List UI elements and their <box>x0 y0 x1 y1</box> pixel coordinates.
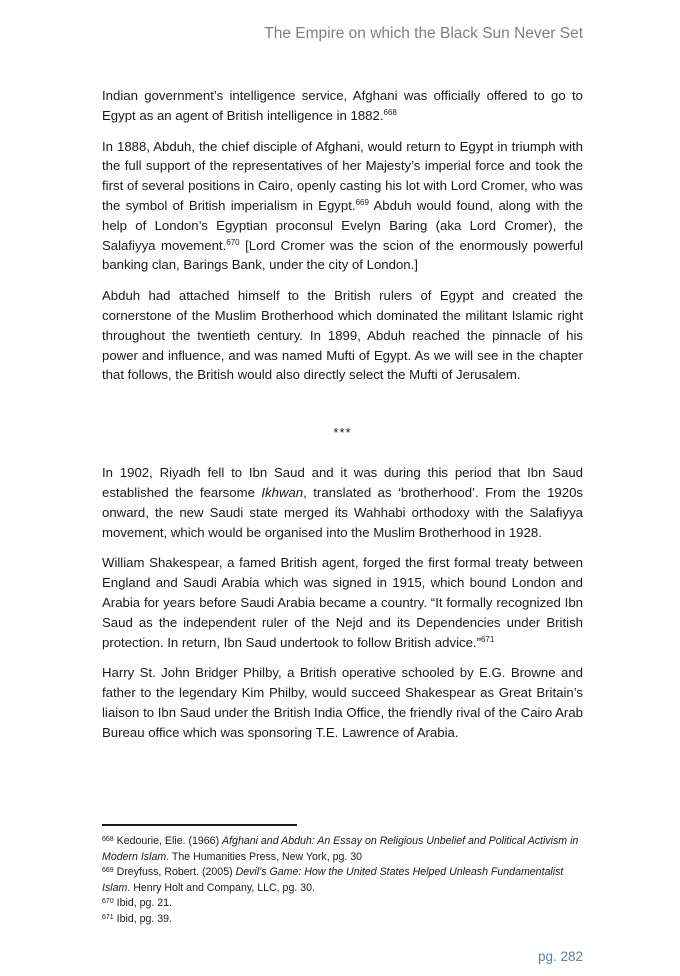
paragraph-text: In 1902, Riyadh fell to Ibn Saud and it was during this period that Ibn Saud established the fearsome <box>102 465 583 500</box>
footnote-text: . The Humanities Press, New York, pg. 30 <box>166 850 363 863</box>
body-text <box>102 86 583 754</box>
page-number: pg. 282 <box>537 949 583 964</box>
footnote-text: Ibid, pg. 39. <box>113 912 172 925</box>
section-separator: *** <box>333 425 352 441</box>
italic-term: Ikhwan <box>261 484 304 500</box>
footnote-number: 670 <box>102 898 114 905</box>
paragraph-6 <box>102 663 583 742</box>
paragraph-5 <box>102 553 583 652</box>
footnote-text: . Henry Holt and Company, LLC, pg. 30. <box>127 881 315 894</box>
footnote-671 <box>102 912 583 928</box>
footnote-ref[interactable]: 670 <box>226 237 240 247</box>
footnote-divider <box>102 824 297 826</box>
paragraph-text: William Shakespear, a famed British agent, forged the first formal treaty between England and Saudi Arabia which was signed in 1915, which bound London and Arabia for years before Saudi Arabia became a country. “It formally recognized Ibn Saud as the independent ruler of the Nejd and its Dependencies under British protection. In return, Ibn Saud undertook to follow British advice.” <box>102 555 583 650</box>
footnote-title: Afghani and Abduh: An Essay on Religious Unbelief and Political Activism in Modern Islam <box>102 835 579 863</box>
footnotes <box>102 834 583 927</box>
footnote-number: 668 <box>102 836 114 843</box>
footnote-ref[interactable]: 668 <box>383 107 397 117</box>
paragraph-text: [Lord Cromer was the scion of the enormously powerful banking clan, Barings Bank, under the city of London.] <box>102 237 584 273</box>
paragraph-text: Indian government’s intelligence service, Afghani was officially offered to go to Egypt as an agent of British intelligence in 1882. <box>102 88 583 123</box>
footnote-ref[interactable]: 669 <box>355 197 369 207</box>
paragraph-1 <box>102 86 583 126</box>
footnote-669 <box>102 865 583 896</box>
running-header: The Empire on which the Black Sun Never Set <box>264 25 583 42</box>
paragraph-text: Abduh had attached himself to the British rulers of Egypt and created the cornerstone of the Muslim Brotherhood which dominated the militant Islamic right throughout the twentieth century. In 1899, Abduh reached the pinnacle of his power and influence, and was named Mufti of Egypt. As we will see in the chapter that follows, the British would also directly select the Mufti of Jerusalem. <box>102 288 583 383</box>
footnote-number: 669 <box>102 867 114 874</box>
footnote-text: Dreyfuss, Robert. (2005) <box>113 866 236 878</box>
paragraph-text: In 1888, Abduh, the chief disciple of Afghani, would return to Egypt in triumph with the full support of the representatives of her Majesty’s imperial force and took the first of several positions in Cairo, openly casting his lot with Lord Cromer, who was the symbol of British imperialism in Egypt. <box>102 138 583 213</box>
footnote-668 <box>102 834 583 865</box>
footnote-number: 671 <box>102 913 114 921</box>
footnote-text: Ibid, pg. 21. <box>113 897 172 909</box>
footnote-title: Devil’s Game: How the United States Helped Unleash Fundamentalist Islam <box>102 866 564 894</box>
footnote-text: Kedourie, Elie. (1966) <box>113 835 223 847</box>
paragraph-text: , translated as ‘brotherhood’. From the 1920s onward, the new Saudi state merged its Wahhabi orthodoxy with the Salafiyya movement, which would be organised into the Muslim Brotherhood in 1928. <box>102 484 583 540</box>
footnote-670 <box>102 896 583 912</box>
paragraph-text: Harry St. John Bridger Philby, a British operative schooled by E.G. Browne and father to the legendary Kim Philby, would succeed Shakespear as Great Britain’s liaison to Ibn Saud under the British India Office, the friendly rival of the Cairo Arab Bureau office which was sponsoring T.E. Lawrence of Arabia. <box>102 665 583 740</box>
footnote-ref[interactable]: 671 <box>480 634 495 644</box>
paragraph-3 <box>102 286 583 385</box>
paragraph-2 <box>102 137 583 276</box>
paragraph-4 <box>102 463 583 542</box>
paragraph-text: Abduh would found, along with the help of London’s Egyptian proconsul Evelyn Baring (aka Lord Cromer), the Salafiyya movement. <box>102 197 583 253</box>
